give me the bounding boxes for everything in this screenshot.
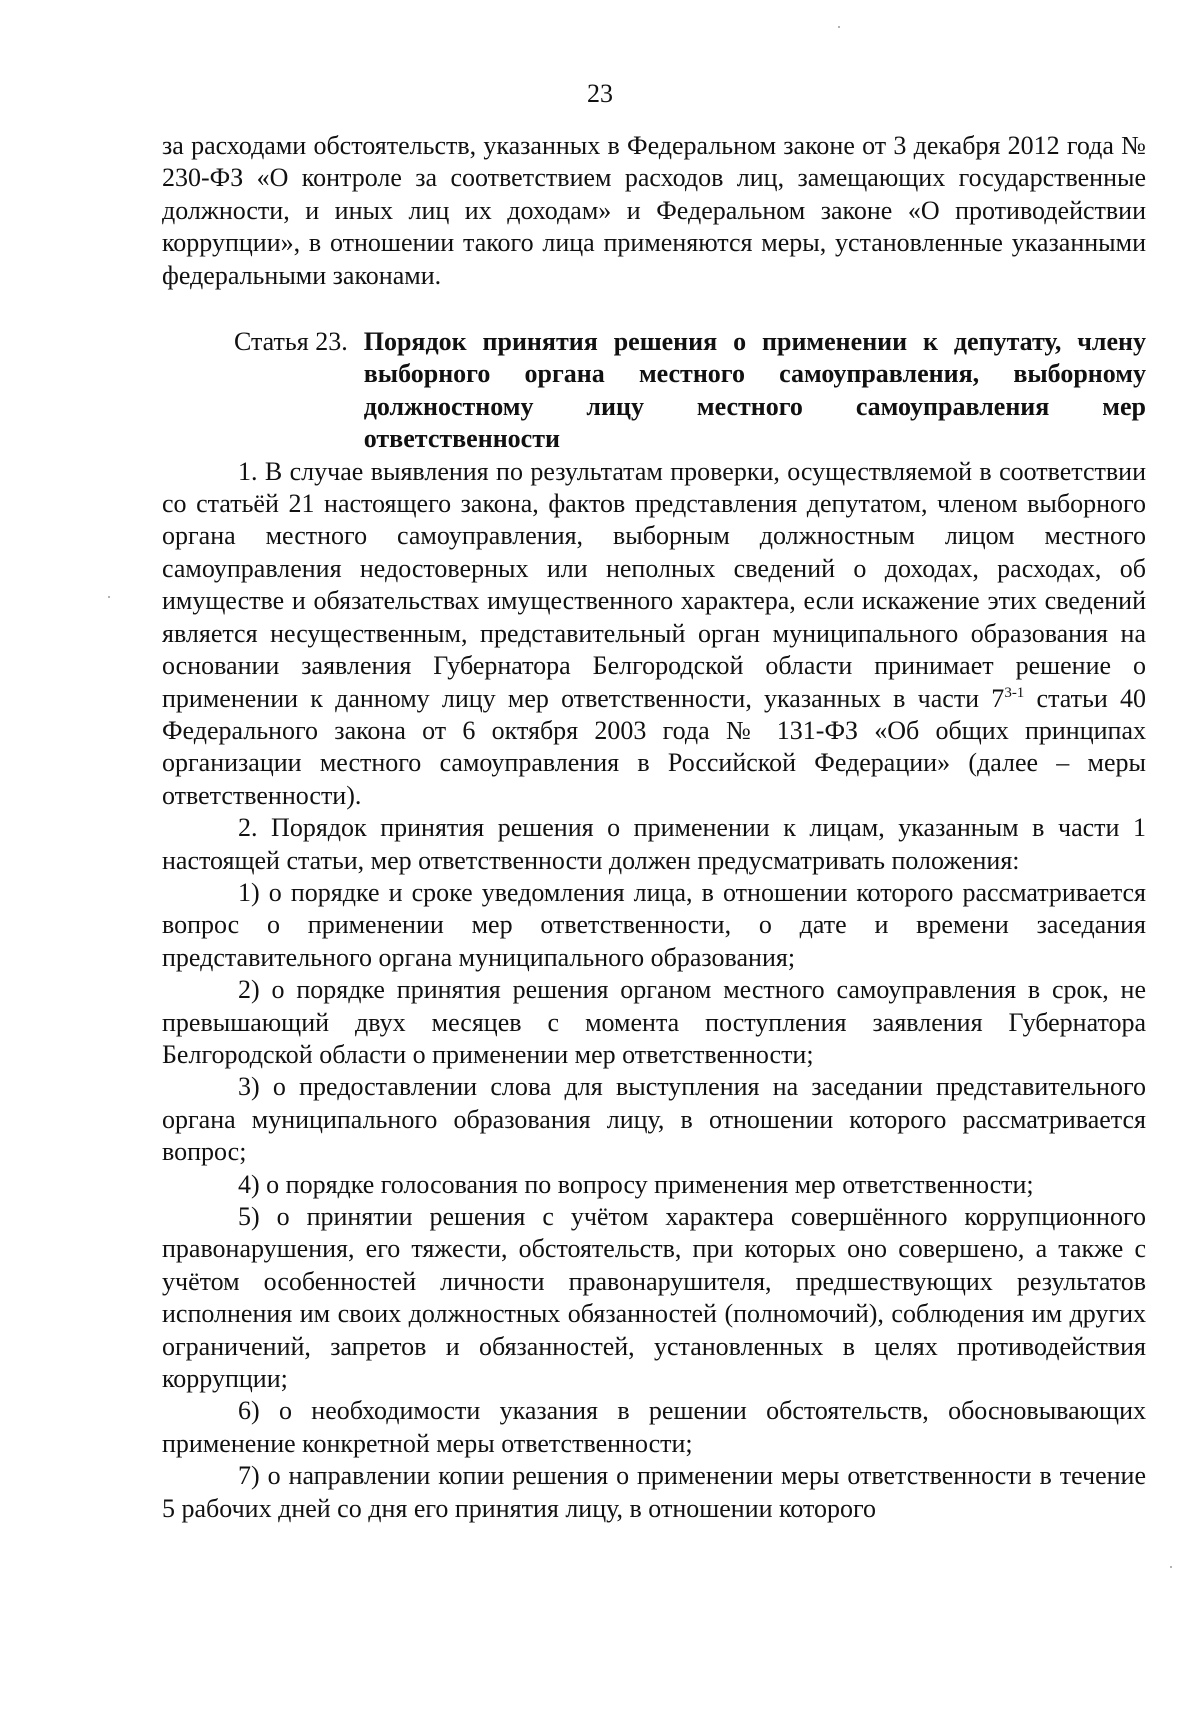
intro-paragraph: за расходами обстоятельств, указанных в Федеральном законе от 3 декабря 2012 года № 230-ФЗ «О контроле за соответствием расходов лиц, замещающих государственные должности, и иных лиц их доходам» и Федеральном законе «О противодействии коррупции», в отношении такого лица применяются меры, установленные указанными федеральными законами. (162, 131, 1146, 290)
document-body (162, 130, 1146, 1525)
article-heading (162, 326, 1146, 456)
list-item-1: 1) о порядке и сроке уведомления лица, в отношении которого рассматривается вопрос о применении мер ответственности, о дате и времени заседания представительного органа муниципального образования; (162, 877, 1146, 972)
scan-speck (838, 26, 840, 28)
article-title: Порядок принятия решения о применении к депутату, члену выборного органа местного самоуправления, выборному должностному лицу местного самоуправления мер ответственности (363, 327, 1146, 454)
scan-speck (1170, 1566, 1172, 1568)
article-number: Статья 23. (234, 327, 348, 357)
point-1-text: 1. В случае выявления по результатам проверки, осуществляемой в соответствии со статьёй 21 настоящего закона, фактов представления депутатом, членом выборного органа местного самоуправления, выборным должностным лицом местного самоуправления недостоверных или неполных сведений о доходах, расходах, об имуществе и обязательствах имущественного характера, если искажение этих сведений является несущественным, представительный орган муниципального образования на основании заявления Губернатора Белгородской области принимает решение о применении к данному лицу мер ответственности, указанных в части 7 (162, 456, 1146, 713)
list-item-7: 7) о направлении копии решения о применении меры ответственности в течение 5 рабочих дней со дня его принятия лицу, в отношении которого (162, 1461, 1146, 1523)
point-1-text-continued: статьи 40 Федерального закона от 6 октября 2003 года № 131-ФЗ «Об общих принципах организации местного самоуправления в Российской Федерации» (далее – меры ответственности). (162, 683, 1146, 810)
list-item-5: 5) о принятии решения с учётом характера совершённого коррупционного правонарушения, его тяжести, обстоятельств, при которых оно совершено, а также с учётом особенностей личности правонарушителя, предшествующих результатов исполнения им своих должностных обязанностей (полномочий), соблюдения им других ограничений, запретов и обязанностей, установленных в целях противодействия коррупции; (162, 1202, 1146, 1394)
point-2-paragraph: 2. Порядок принятия решения о применении к лицам, указанным в части 1 настоящей статьи, мер ответственности должен предусматривать положения: (162, 813, 1146, 875)
point-1-superscript: 3-1 (1004, 684, 1025, 701)
page-number: 23 (587, 79, 613, 108)
scan-speck (108, 596, 110, 598)
list-item-2: 2) о порядке принятия решения органом местного самоуправления в срок, не превышающий двух месяцев с момента поступления заявления Губернатора Белгородской области о применении мер ответственности; (162, 975, 1146, 1069)
point-1-paragraph (162, 456, 1146, 812)
list-item-3: 3) о предоставлении слова для выступления на заседании представительного органа муниципального образования лицу, в отношении которого рассматривается вопрос; (162, 1072, 1146, 1167)
list-item-4: 4) о порядке голосования по вопросу применения мер ответственности; (238, 1169, 1034, 1199)
list-item-6: 6) о необходимости указания в решении обстоятельств, обосновывающих применение конкретной меры ответственности; (162, 1396, 1146, 1458)
